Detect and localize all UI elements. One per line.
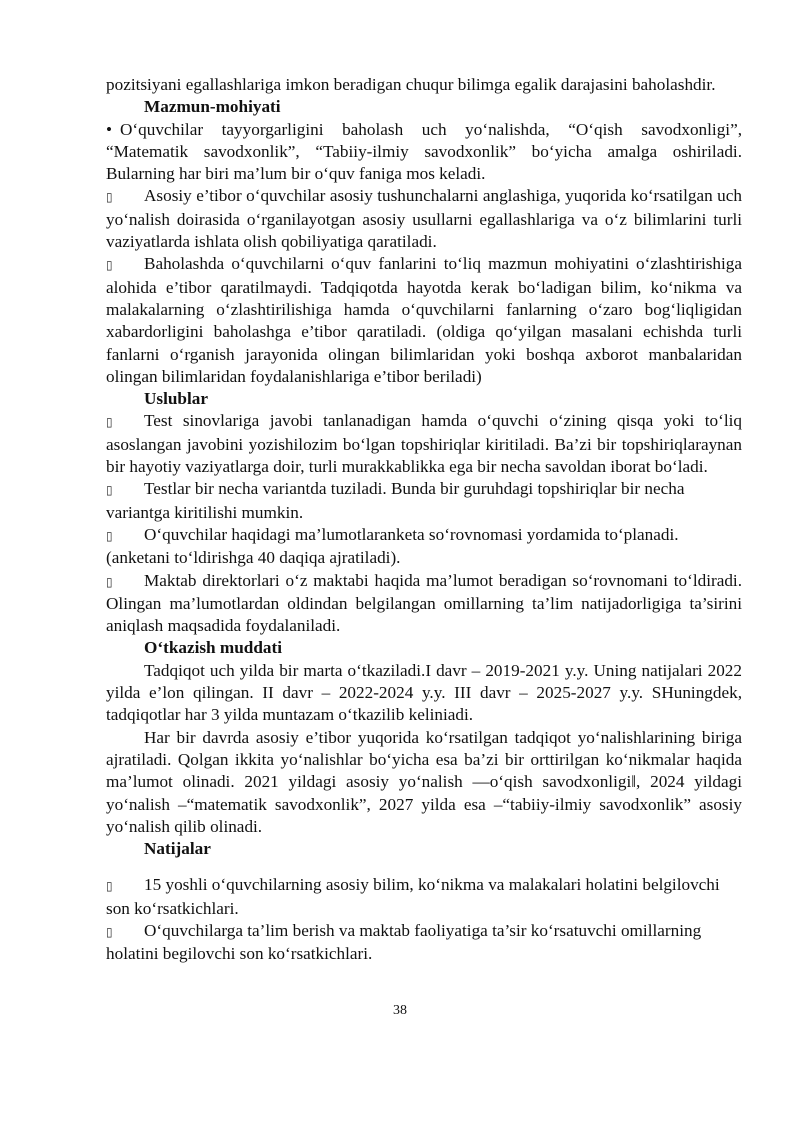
paragraph-text: Maktab direktorlari o‘z maktabi haqida ma’lumot beradigan so‘rovnomani to‘ldiradi. Olingan ma’lumotlardan oldindan belgilangan omillarning ta’lim natijadorligiga ta’sirini aniqlash maqsadida foydalaniladi. — [106, 570, 742, 636]
missing-glyph-icon: ▯ — [106, 924, 113, 939]
bullet-icon: • — [106, 119, 113, 139]
paragraph-intro: pozitsiyani egallashlariga imkon beradigan chuqur bilimga egalik darajasini baholashdir. — [106, 75, 716, 94]
paragraph-text: O‘quvchilarga ta’lim berish va maktab faoliyatiga ta’sir ko‘rsatuvchi omillarning holatini begilovchi son ko‘rsatkichlari. — [106, 920, 702, 964]
paragraph-item-2 — [106, 185, 742, 253]
paragraph-item-3 — [106, 253, 742, 388]
missing-glyph-icon: ▯ — [106, 190, 113, 205]
heading-uslublar: Uslublar — [144, 389, 208, 409]
paragraph-text: 15 yoshli o‘quvchilarning asosiy bilim, ko‘nikma va malakalari holatini belgilovchi son ko‘rsatkichlari. — [106, 875, 720, 918]
missing-glyph-icon: ▯ — [106, 879, 113, 894]
paragraph-text: Asosiy e’tibor o‘quvchilar asosiy tushunchalarni anglashiga, yuqorida ko‘rsatilgan uch yo‘nalish doirasida o‘rganilayotgan asosiy usullarni egallashlariga va o‘z bilimlarini turli vaziyatlarda ishlata olish qobiliyatiga qaratiladi. — [106, 186, 742, 252]
paragraph-text: O‘quvchilar tayyorgarligini baholash uch yo‘nalishda, “O‘qish savodxonligi”, “Matematik savodxonlik”, “Tabiiy-ilmiy savodxonlik” bo‘yicha amalga oshiriladi. Bularning har biri ma’lum bir o‘quv faniga mos keladi. — [106, 119, 742, 184]
spacer — [106, 860, 742, 874]
paragraph-text: Baholashda o‘quvchilarni o‘quv fanlarini to‘liq mazmun mohiyatini o‘zlashtirishiga alohida e’tibor qaratilmaydi. Tadqiqotda hayotda kerak bo‘ladigan bilim, ko‘nikma va malakalarning o‘zlashtirilishiga hamda o‘quvchilarni fanlarning o‘zaro bog‘liqligidan xabardorligini baholashga e’tibor qaratiladi. (oldiga qo‘yilgan masalani echishda turli fanlarni o‘rganish jarayonida olingan bilimlaridan yoki boshqa axborot manbalaridan olingan bilimlaridan foydalanishlariga e’tibor beriladi) — [106, 254, 742, 386]
paragraph-item-6 — [106, 524, 742, 570]
paragraph-text: O‘quvchilar haqidagi ma’lumotlaranketa so‘rovnomasi yordamida to‘planadi. (anketani to‘ldirishga 40 daqiqa ajratiladi). — [106, 524, 679, 568]
paragraph-text: Test sinovlariga javobi tanlanadigan hamda o‘quvchi o‘zining qisqa yoki to‘liq asoslangan javobini yozishilozim bo‘lgan topshiriqlar kiritiladi. Ba’zi bir topshiriqlaraynan bir hayotiy vaziyatlarga doir, turli murakkablikka ega bir necha savoldan iborat bo‘ladi. — [106, 411, 742, 477]
paragraph-result-1 — [106, 874, 742, 920]
heading-mazmun-mohiyati: Mazmun-mohiyati — [144, 97, 281, 117]
paragraph-item-7 — [106, 570, 742, 638]
paragraph-item-5 — [106, 478, 742, 524]
paragraph-text: Testlar bir necha variantda tuziladi. Bunda bir guruhdagi topshiriqlar bir necha variantga kiritilishi mumkin. — [106, 479, 685, 522]
heading-natijalar: Natijalar — [144, 839, 211, 859]
page-number: 38 — [393, 1003, 407, 1018]
missing-glyph-icon: ▯ — [106, 528, 113, 543]
paragraph-item-4 — [106, 410, 742, 478]
paragraph-bullet-1 — [106, 119, 742, 186]
paragraph-period: Tadqiqot uch yilda bir marta o‘tkaziladi.I davr – 2019-2021 y.y. Uning natijalari 2022 yilda e’lon qilingan. II davr – 2022-2024 y.y. III davr – 2025-2027 y.y. SHuningdek, tadqiqotlar har 3 yilda muntazam o‘tkazilib keliniadi. — [106, 660, 742, 725]
missing-glyph-icon: ▯ — [106, 483, 113, 498]
page-body — [106, 74, 742, 966]
missing-glyph-icon: ▯ — [106, 258, 113, 273]
missing-glyph-icon: ▯ — [106, 574, 113, 589]
heading-otkazish-muddati: O‘tkazish muddati — [144, 638, 283, 658]
paragraph-result-2 — [106, 920, 742, 966]
missing-glyph-icon: ▯ — [106, 415, 113, 430]
paragraph-focus: Har bir davrda asosiy e’tibor yuqorida ko‘rsatilgan tadqiqot yo‘nalishlarining biriga ajratiladi. Qolgan ikkita yo‘nalishlar bo‘yicha esa ba’zi bir orttirilgan ko‘nikmalar haqida ma’lumot olinadi. 2021 yildagi asosiy yo‘nalish ―o‘qish savodxonligi‖, 2024 yildagi yo‘nalish –“matematik savodxonlik”, 2027 yilda esa –“tabiiy-ilmiy savodxonlik” asosiy yo‘nalish qilib olinadi. — [106, 727, 742, 836]
